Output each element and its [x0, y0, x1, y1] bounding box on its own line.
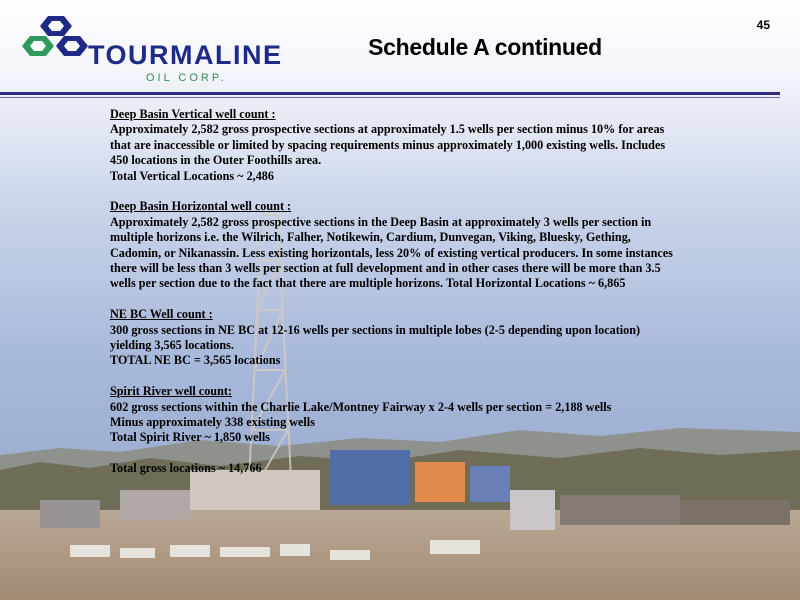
section-line: Cadomin, or Nikanassin. Less existing horizontals, less 20% of existing vertical producers. In some instances [110, 245, 673, 260]
section-line: Total Vertical Locations ~ 2,486 [110, 168, 274, 183]
section-deep-basin-vertical [110, 107, 750, 184]
section-line: Total Spirit River ~ 1,850 wells [110, 430, 271, 445]
header-divider [0, 92, 780, 98]
section-line: that are inaccessible or limited by spacing requirements minus approximately 1,000 existing wells. Includes [110, 137, 666, 152]
divider-line-thick [0, 92, 780, 95]
section-line: multiple horizons i.e. the Wilrich, Falher, Notikewin, Cardium, Dunvegan, Viking, Bluesky, Gething, [110, 230, 631, 245]
slide-number: 45 [756, 18, 770, 32]
section-heading: NE BC Well count : [110, 307, 213, 322]
section-line: wells per section due to the fact that there are multiple horizons. Total Horizontal Locations ~ 6,865 [110, 276, 626, 291]
section-line: there will be less than 3 wells per section at full development and in other cases there will be more than 3.5 [110, 261, 661, 276]
divider-line-thin [0, 97, 780, 98]
total-gross-locations: Total gross locations ~ 14,766 [110, 461, 262, 476]
section-spirit-river [110, 384, 750, 446]
section-line: Approximately 2,582 gross prospective sections in the Deep Basin at approximately 3 wells per section in [110, 214, 652, 229]
section-line: Approximately 2,582 gross prospective sections at approximately 1.5 wells per section minus 10% for areas [110, 122, 665, 137]
section-line: 602 gross sections within the Charlie Lake/Montney Fairway x 2-4 wells per section = 2,188 wells [110, 399, 612, 414]
section-heading: Deep Basin Horizontal well count : [110, 199, 292, 214]
section-line: yielding 3,565 locations. [110, 338, 234, 353]
logo-wordmark: TOURMALINE [88, 40, 283, 70]
section-ne-bc [110, 307, 750, 369]
logo-subtitle: OIL CORP. [146, 72, 227, 84]
section-deep-basin-horizontal [110, 199, 750, 291]
section-line: Minus approximately 338 existing wells [110, 415, 315, 430]
tourmaline-logo [18, 12, 283, 84]
schedule-content [110, 107, 750, 477]
section-heading: Deep Basin Vertical well count : [110, 107, 276, 121]
section-line: 450 locations in the Outer Foothills area. [110, 153, 322, 168]
logo-hexagon-icon [18, 12, 88, 72]
section-line: TOTAL NE BC = 3,565 locations [110, 353, 281, 368]
section-heading: Spirit River well count: [110, 384, 232, 399]
page-title: Schedule A continued [368, 34, 602, 60]
section-line: 300 gross sections in NE BC at 12-16 wells per sections in multiple lobes (2-5 depending upon location) [110, 322, 641, 337]
